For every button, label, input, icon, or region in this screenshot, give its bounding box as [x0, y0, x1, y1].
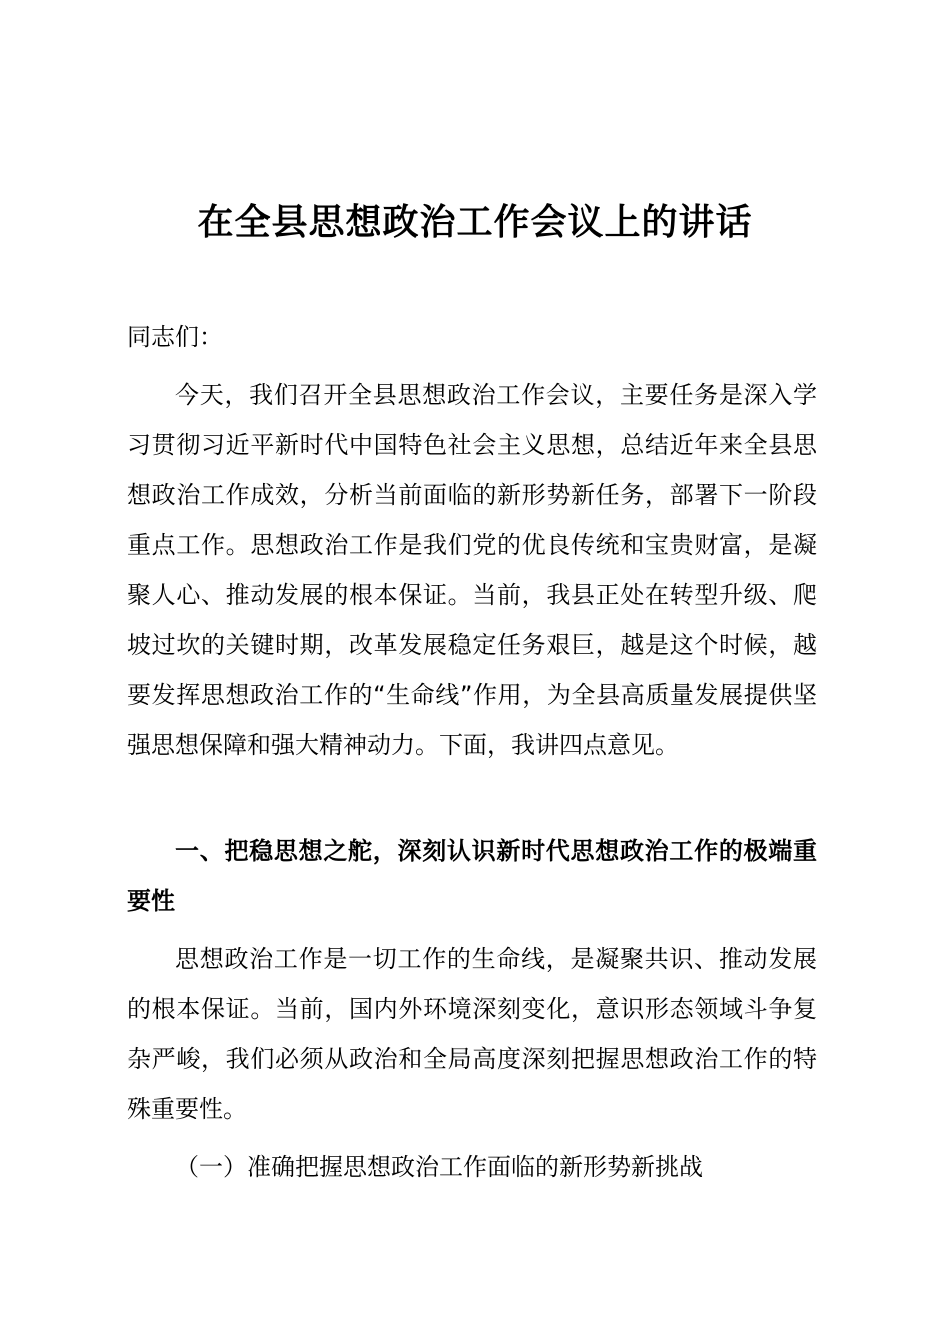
document-title: 在全县思想政治工作会议上的讲话	[197, 202, 753, 243]
paragraph-section-1: 思想政治工作是一切工作的生命线，是凝聚共识、推动发展的根本保证。当前，国内外环境深刻变化，意识形态领域斗争复杂严峻，我们必须从政治和全局高度深刻把握思想政治工作的特殊重要性。	[127, 945, 817, 1123]
paragraph-intro: 今天，我们召开全县思想政治工作会议，主要任务是深入学习贯彻习近平新时代中国特色社会主义思想，总结近年来全县思想政治工作成效，分析当前面临的新形势新任务，部署下一阶段重点工作。思想政治工作是我们党的优良传统和宝贵财富，是凝聚人心、推动发展的根本保证。当前，我县正处在转型升级、爬坡过坎的关键时期，改革发展稳定任务艰巨，越是这个时候，越要发挥思想政治工作的“生命线”作用，为全县高质量发展提供坚强思想保障和强大精神动力。下面，我讲四点意见。	[127, 381, 817, 759]
salutation: 同志们：	[127, 323, 223, 351]
subsection-heading-1: （一）准确把握思想政治工作面临的新形势新挑战	[175, 1153, 703, 1181]
section-heading-1: 一、把稳思想之舵，深刻认识新时代思想政治工作的极端重要性	[127, 837, 817, 915]
